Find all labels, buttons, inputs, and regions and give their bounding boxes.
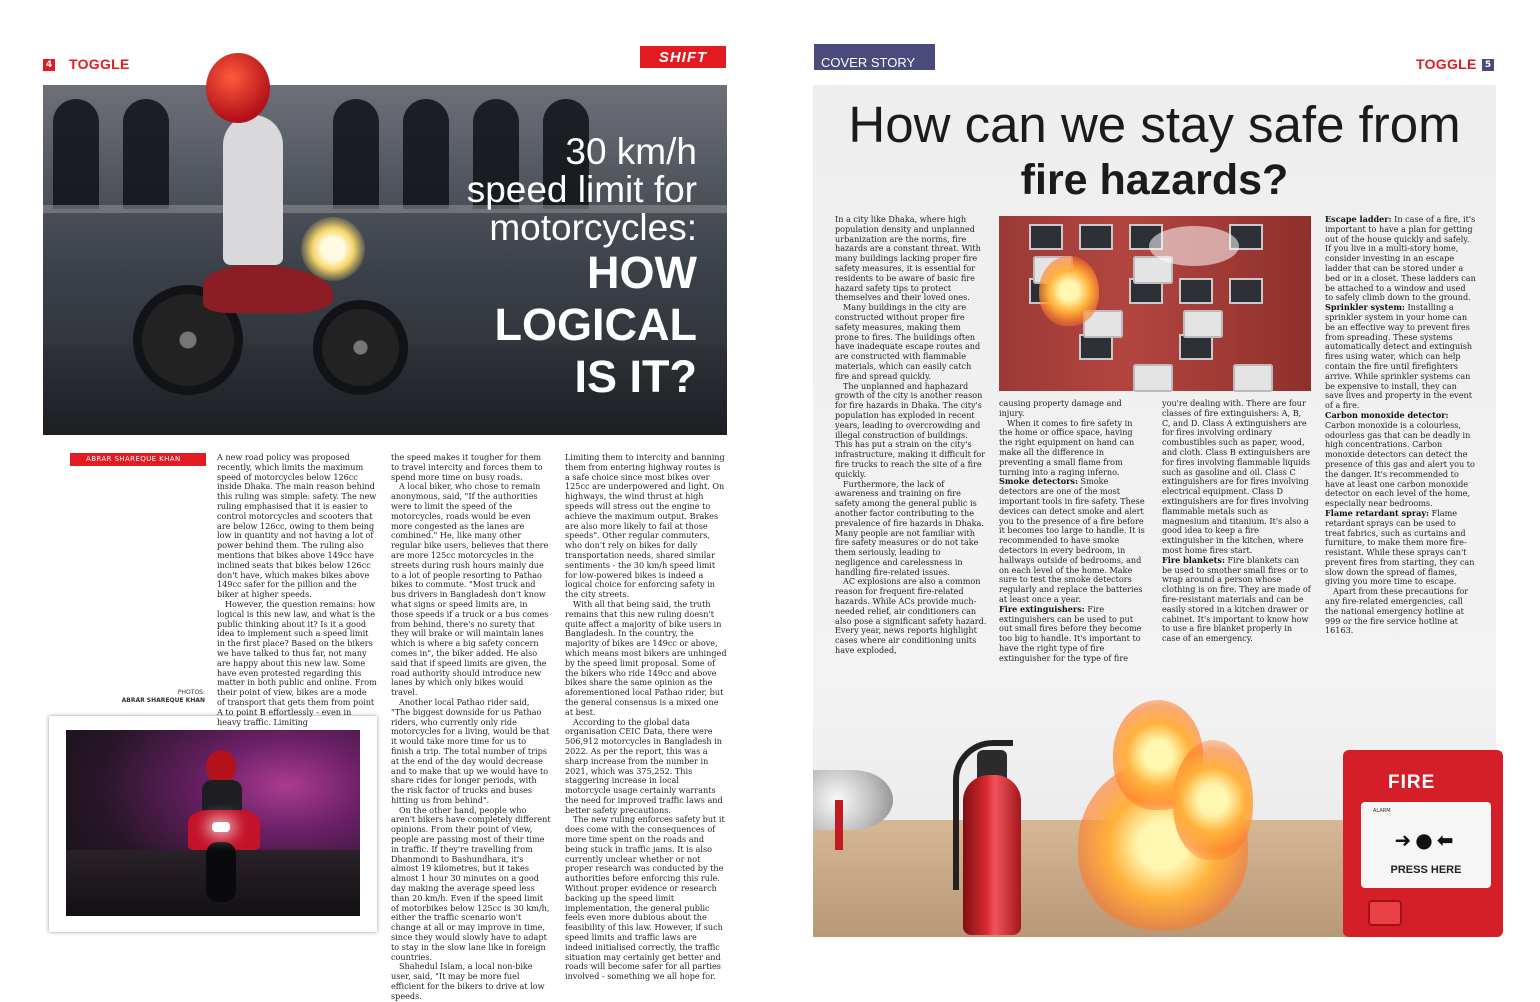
- paragraph: The unplanned and haphazard growth of the city is another reason for fire hazards in Dhaka. The city's population has exploded in recent years, leading to overcrowding and illegal construction of buildings. This has put a strain on the city's infrastructure, making it difficult for fire trucks to reach the site of a fire quickly.: [835, 380, 986, 479]
- alarm-small-label: ALARM: [1373, 808, 1391, 814]
- paragraph: Furthermore, the lack of awareness and training on fire safety among the general public is another factor contributing to the prevalence of fire hazards in Dhaka. Many people are not familiar with fire safety measures or do not take them seriously, leading to negligence and carelessness in handling fire-related issues.: [835, 478, 984, 577]
- paragraph-text: Carbon monoxide is a colourless, odourless gas that can be deadly in high concentrations. Carbon monoxide detectors can detect the presence of this gas and alert you to the danger. It's recommended to have at least one carbon monoxide detector on each level of the home, especially near bedrooms.: [1325, 419, 1475, 509]
- paragraph: Shahedul Islam, a local non-bike user, said, "It may be more fuel efficient for the bikers to drive at low speeds.: [391, 961, 545, 1001]
- page-number-right: 5: [1482, 59, 1494, 71]
- paragraph-text: In case of a fire, it's important to have a plan for getting out of the house quickly and safely. If you live in a multi-story home, consider investing in an escape ladder that can be stored under a bed or in a closet. These ladders can be attached to a window and used to safely climb down to the ground.: [1325, 214, 1476, 303]
- paragraph: Another local Pathao rider said, "The biggest downside for us Pathao riders, who currently only ride motorcycles for a living, would be that it would take more time for us to finish a trip. The total number of trips at the end of the day would decrease and to make that up we would have to share rides for longer periods, with the risk factor of trucks and buses hitting us from behind".: [391, 696, 550, 805]
- fire-alarm-box: [1343, 750, 1503, 937]
- subhead-escape-ladder: Escape ladder:: [1325, 214, 1392, 224]
- left-article-col-1: [217, 453, 377, 727]
- paragraph: [1325, 215, 1476, 303]
- paragraph: [999, 477, 1147, 604]
- paragraph: AC explosions are also a common reason for frequent fire-related hazards. While ACs provide much-needed relief, air conditioners can also pose a significant safety hazard. Every year, news reports highlight cases where air conditioning units have exploded,: [835, 576, 987, 656]
- headline-line-1: 30 km/h: [565, 131, 697, 172]
- paragraph: Limiting them to intercity and banning them from entering highway routes is a safe choice since most bikes over 125cc are underpowered and light. On highways, the wind thrust at high speeds will stress out the engine to achieve the maximum output. Brakes are also more likely to fail at those speeds". Other regular commuters, who don't rely on bikes for daily transportation needs, shared similar sentiments - the 30 km/h speed limit for low-powered bikes is indeed a logical choice for enforcing safety in the city streets.: [565, 452, 725, 600]
- paragraph: [1325, 411, 1476, 509]
- night-bike-photo-frame: [49, 716, 377, 932]
- byline: ABRAR SHAREQUE KHAN: [70, 453, 206, 466]
- headline-bold: fire hazards?: [1020, 156, 1289, 204]
- paragraph-text: Installing a sprinkler system in your home can be an effective way to prevent fires from spreading. These systems automatically detect and extinguish fires using water, which can help contain the fire until firefighters arrive. While sprinkler systems can be expensive to install, they can save lives and property in the event of a fire.: [1325, 302, 1473, 411]
- paragraph: When it comes to fire safety in the home or office space, having the right equipment on hand can make all the difference in preventing a small flame from turning into a raging inferno.: [999, 417, 1135, 477]
- subhead-sprinkler-system: Sprinkler system:: [1325, 302, 1405, 313]
- headline-light: How can we stay safe from: [848, 96, 1461, 153]
- alarm-press-label: PRESS HERE: [1390, 864, 1462, 876]
- hero-photo: [43, 85, 727, 435]
- paragraph: On the other hand, people who aren't bikers have completely different opinions. From their point of view, people are passing most of their time in traffic. If they're travelling from Dhanmondi to Bashundhara, it's almost 19 kilometres, but it takes almost 1 hour 30 minutes on a good day making the average speed less than 20 km/h. Even if the speed limit of motorbikes below 125cc is 30 km/h, either the traffic scenario won't change at all or may improve in time, since they would slowly have to adapt to stay in the slow lane like in foreign countries.: [391, 804, 551, 962]
- photo-credit-name: ABRAR SHAREQUE KHAN: [121, 697, 205, 704]
- photo-credit: [70, 689, 205, 705]
- paragraph: In a city like Dhaka, where high population density and unplanned urbanization are the norms, fire hazards are a constant threat. With many buildings lacking proper fire safety measures, it is essential for residents to be aware of basic fire hazard safety tips to protect themselves and their loved ones.: [835, 214, 981, 303]
- paragraph-text: Fire blankets can be used to smother small fires or to wrap around a person whose clothing is on fire. They are made of fire-resistant materials and can be easily stored in a kitchen drawer or cabinet. It's important to know how to use a fire blanket properly in case of an emergency.: [1162, 554, 1311, 644]
- right-article-col-4: [1325, 215, 1476, 636]
- headline-bold-3: IS IT?: [574, 351, 697, 402]
- subhead-flame-retardant: Flame retardant spray:: [1325, 507, 1430, 518]
- paragraph: However, the question remains: how logical is this new law, and what is the public thinking about it? Is it a good idea to implement such a speed limit in the first place? Based on the bikers we have talked to thus far, not many are happy about this new law. Some have even protested regarding this matter in both public and online. From their point of view, bikes are a mode of transport that gets them from point A to point B effortlessly - even in heavy traffic. Limiting: [217, 598, 377, 727]
- paragraph: According to the global data organisation CEIC Data, there were 506,912 motorcycles in Bangladesh in 2022. As per the report, this was a sharp increase from the number in 2021, which was 375,252. This staggering increase in local motorcycle usage certainly warrants the need for improved traffic laws and better safety precautions.: [565, 716, 723, 815]
- subhead-carbon-monoxide: Carbon monoxide detector:: [1325, 409, 1449, 420]
- paragraph: [999, 605, 1147, 664]
- subhead-fire-extinguishers: Fire extinguishers:: [999, 603, 1085, 614]
- photo-credit-label: PHOTOS:: [177, 689, 205, 696]
- paragraph-text: Fire extinguishers can be used to put out small fires before they become too big to handle. It's important to have the right type of fire extinguisher for the type of fire: [999, 603, 1142, 663]
- paragraph: The new ruling enforces safety but it does come with the consequences of more time spent on the roads and being stuck in traffic jams. It is also currently unclear whether or not proper research was conducted by the authorities before enforcing this rule. Without proper evidence or research backing up the speed limit implementation, the general public feels even more dubious about the feasibility of this law. However, if such speed limits and traffic laws are indeed initialised correctly, the traffic situation may certainly get better and roads will become safer for all parties involved - something we all hope for.: [565, 814, 725, 982]
- alarm-fire-label: FIRE: [1388, 772, 1436, 793]
- paragraph: [1325, 303, 1476, 411]
- paragraph: With all that being said, the truth remains that this new ruling doesn't quite affect a majority of bike users in Bangladesh. In the country, the majority of bikes are 149cc or above, which means most bikers are unhinged by the speed limit proposal. Some of the bikers who ride 149cc and above bikes share the same opinion as the aforementioned local Pathao rider, but the general consensus is a mixed one at best.: [565, 598, 727, 717]
- paragraph: causing property damage and injury.: [999, 398, 1122, 418]
- paragraph: you're dealing with. There are four classes of fire extinguishers: A, B, C, and D. Class A extinguishers are for fires involving ordinary combustibles such as paper, wood, and cloth. Class B extinguishers are for fires involving flammable liquids such as gasoline and oil. Class C extinguishers are for fires involving electrical equipment. Class D extinguishers are for fires involving flammable metals such as magnesium and titanium. It's also a good idea to keep a fire extinguisher in the kitchen, where most home fires start.: [1162, 398, 1311, 555]
- paragraph: [1162, 556, 1311, 644]
- paragraph: [1325, 509, 1476, 587]
- hero-headline: [467, 133, 697, 403]
- subhead-smoke-detectors: Smoke detectors:: [999, 476, 1078, 487]
- left-article-col-3: [565, 453, 727, 982]
- paragraph-text: Smoke detectors are one of the most important tools in fire safety. These devices can detect smoke and alert you to the presence of a fire before it becomes too large to handle. It is recommended to have smoke detectors in every bedroom, in hallways outside of bedrooms, and on each level of the home. Make sure to test the smoke detectors regularly and replace the batteries at least once a year.: [999, 476, 1145, 604]
- cover-story-tag: COVER STORY: [814, 44, 935, 70]
- page-number-left: 4: [43, 59, 55, 71]
- paragraph: Apart from these precautions for any fire-related emergencies, call the national emergency hotline at 999 or the fire service hotline at 16163.: [1325, 586, 1469, 636]
- shift-logo: SHIFT: [640, 46, 726, 68]
- paragraph: the speed makes it tougher for them to travel intercity and forces them to spend more time on busy roads.: [391, 452, 543, 482]
- alarm-arrows-icon: ➜●⬅: [1394, 828, 1458, 852]
- headline-bold-2: LOGICAL: [494, 299, 697, 350]
- fire-extinguisher-icon: [963, 775, 1021, 935]
- paragraph-text: Flame retardant sprays can be used to treat fabrics, such as curtains and furniture, to make them more fire-resistant. While these sprays can't prevent fires from starting, they can slow down the spread of flames, giving you more time to escape.: [1325, 507, 1475, 587]
- fire-safety-illustration: [813, 680, 1496, 937]
- alarm-panel: [1361, 802, 1491, 888]
- right-article-col-1: [835, 215, 987, 656]
- burning-building-photo: [999, 216, 1311, 391]
- sprinkler-bulb: [835, 800, 843, 850]
- right-headline: [813, 96, 1496, 206]
- headline-line-3: motorcycles:: [489, 207, 697, 248]
- headline-line-2: speed limit for: [466, 169, 697, 210]
- alarm-test-button: [1368, 900, 1402, 926]
- paragraph: A new road policy was proposed recently, which limits the maximum speed of motorcycles below 126cc inside Dhaka. The main reason behind this ruling was simple: safety. The new ruling emphasised that it is easier to control motorcycles and scooters that are below 126cc, owing to them being low in quantity and not having a lot of power behind them. The ruling also mentions that bikes above 149cc have inclined seats that bikes below 126cc don't have, which makes bikes above 149cc safer for the pillion and the biker at higher speeds.: [217, 452, 377, 600]
- left-article-col-2: [391, 453, 551, 1002]
- section-label-right: TOGGLE: [1416, 56, 1477, 72]
- sprinkler-icon: [813, 770, 893, 830]
- section-label-left: TOGGLE: [69, 56, 130, 72]
- paragraph: A local biker, who chose to remain anonymous, said, "If the authorities were to limit the speed of the motorcycles, roads would be even more congested as the lanes are combined." He, like many other regular bike users, believes that there are more 125cc motorcycles in the streets during rush hours mainly due to a lot of people resorting to Pathao bikes to commute. "Most truck and bus drivers in Bangladesh don't know what signs or speed limits are, in those speeds if a truck or a bus comes from behind, there's no surety that they will brake or will maintain lanes which is where a big safety concern comes in", the biker added. He also said that if speed limits are given, the road authority should introduce new lanes by which only bikes would travel.: [391, 481, 549, 698]
- flame-icon: [1173, 740, 1253, 860]
- right-article-col-2: [999, 399, 1147, 664]
- subhead-fire-blankets: Fire blankets:: [1162, 554, 1225, 565]
- paragraph: Many buildings in the city are constructed without proper fire safety measures, making them prone to fires. The buildings often have inadequate escape routes and are constructed with flammable materials, which can easily catch fire and spread quickly.: [835, 302, 981, 381]
- right-article-col-3: [1162, 399, 1311, 644]
- headline-bold-1: HOW: [587, 247, 697, 298]
- night-bike-photo: [66, 730, 360, 916]
